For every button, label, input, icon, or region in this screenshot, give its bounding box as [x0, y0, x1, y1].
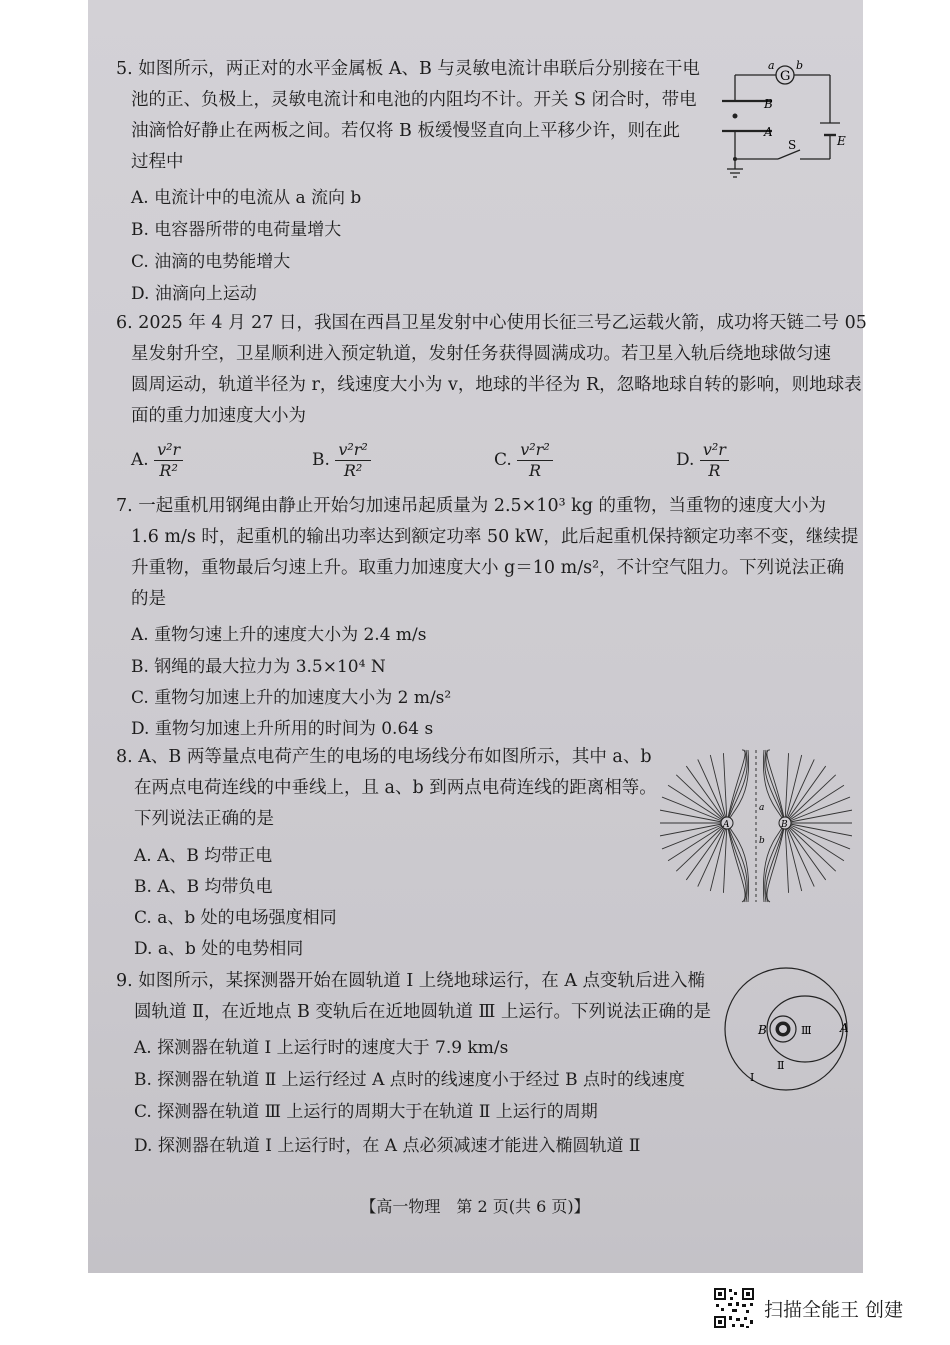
- q8-electric-field-diagram: [660, 748, 852, 904]
- q9-option-b: B. 探测器在轨道 Ⅱ 上运行经过 A 点时的线速度小于经过 B 点时的线速度: [134, 1070, 686, 1090]
- orbit-iii-label: Ⅲ: [801, 1024, 812, 1037]
- question-6: [116, 308, 867, 432]
- q5-line-1: 5. 如图所示，两正对的水平金属板 A、B 与灵敏电流计串联后分别接在干电: [116, 59, 700, 79]
- q7-line-3: 升重物，重物最后匀速上升。取重力加速度大小 g＝10 m/s²，不计空气阻力。下列说法正确: [131, 558, 845, 578]
- q9-orbit-diagram: [722, 966, 854, 1096]
- point-b-label: b: [759, 836, 765, 846]
- label-b: b: [796, 59, 804, 72]
- q9-line-2: 圆轨道 Ⅱ，在近地点 B 变轨后在近地圆轨道 Ⅲ 上运行。下列说法正确的是: [134, 1002, 711, 1022]
- q5-circuit-diagram: [700, 55, 860, 190]
- label-a: a: [768, 59, 775, 72]
- question-5: [116, 54, 700, 178]
- q5-option-b: B. 电容器所带的电荷量增大: [131, 220, 342, 240]
- q8-option-a: A. A、B 均带正电: [134, 846, 273, 866]
- q6-line-1: 6. 2025 年 4 月 27 日，我国在西昌卫星发射中心使用长征三号乙运载火箭，成功将天链二号 05: [116, 313, 867, 333]
- orbit-point-b-label: B: [758, 1023, 767, 1037]
- question-7: [116, 491, 858, 615]
- q6-option-b: B. $\frac{\text{v²r²}}{\text{R²}}$: [312, 440, 371, 481]
- orbit-i-label: Ⅰ: [750, 1071, 755, 1084]
- q6-line-3: 圆周运动，轨道半径为 r，线速度大小为 v，地球的半径为 R，忽略地球自转的影响，则地球表: [131, 375, 862, 395]
- galvanometer-label: G: [780, 69, 791, 84]
- q6-line-2: 星发射升空，卫星顺利进入预定轨道，发射任务获得圆满成功。若卫星入轨后绕地球做匀速: [131, 344, 831, 364]
- q8-line-2: 在两点电荷连线的中垂线上，且 a、b 到两点电荷连线的距离相等。: [134, 778, 657, 798]
- q6-option-c: C. $\frac{\text{v²r²}}{R}$: [494, 440, 553, 481]
- charge-a-label: A: [723, 820, 730, 830]
- q7-option-b: B. 钢绳的最大拉力为 3.5×10⁴ N: [131, 657, 386, 677]
- switch-label: S: [788, 138, 797, 152]
- q5-line-3: 油滴恰好静止在两板之间。若仅将 B 板缓慢竖直向上平移少许，则在此: [131, 121, 680, 141]
- q7-line-1: 7. 一起重机用钢绳由静止开始匀加速吊起质量为 2.5×10³ kg 的重物，当重物的速度大小为: [116, 496, 827, 516]
- orbit-point-a-label: A: [840, 1021, 849, 1035]
- page-footer: 【高一物理 第 2 页(共 6 页)】: [360, 1197, 590, 1216]
- question-9: [116, 966, 711, 1028]
- q9-option-c: C. 探测器在轨道 Ⅲ 上运行的周期大于在轨道 Ⅱ 上运行的周期: [134, 1102, 598, 1122]
- battery-label: E: [837, 134, 846, 148]
- plate-a-label: A: [764, 125, 773, 139]
- point-a-label: a: [759, 803, 765, 813]
- q6-a-fraction: $\frac{\text{v²r}}{\text{R²}}$: [154, 440, 183, 481]
- q7-line-4: 的是: [131, 589, 166, 609]
- q5-line-2: 池的正、负极上，灵敏电流计和电池的内阻均不计。开关 S 闭合时，带电: [131, 90, 697, 110]
- q7-option-a: A. 重物匀速上升的速度大小为 2.4 m/s: [131, 625, 427, 645]
- q8-option-c: C. a、b 处的电场强度相同: [134, 908, 337, 928]
- plate-b-label: B: [764, 97, 773, 111]
- q9-option-d: D. 探测器在轨道 Ⅰ 上运行时，在 A 点必须减速才能进入椭圆轨道 Ⅱ: [134, 1136, 641, 1156]
- q6-option-a: A. $\frac{\text{v²r}}{\text{R²}}$: [131, 440, 183, 481]
- q6-option-d: D. $\frac{\text{v²r}}{R}$: [676, 440, 729, 481]
- q5-line-4: 过程中: [131, 152, 184, 172]
- q5-option-c: C. 油滴的电势能增大: [131, 252, 291, 272]
- q7-line-2: 1.6 m/s 时，起重机的输出功率达到额定功率 50 kW，此后起重机保持额定功率不变，继续提: [131, 527, 859, 547]
- q5-option-a: A. 电流计中的电流从 a 流向 b: [131, 188, 362, 208]
- question-8: [116, 742, 657, 835]
- q6-b-fraction: $\frac{\text{v²r²}}{\text{R²}}$: [335, 440, 371, 481]
- q7-option-c: C. 重物匀加速上升的加速度大小为 2 m/s²: [131, 688, 452, 708]
- charge-b-label: B: [781, 820, 788, 830]
- q8-option-d: D. a、b 处的电势相同: [134, 939, 304, 959]
- orbit-ii-label: Ⅱ: [777, 1059, 785, 1072]
- q8-line-1: 8. A、B 两等量点电荷产生的电场的电场线分布如图所示，其中 a、b: [116, 747, 652, 767]
- q6-line-4: 面的重力加速度大小为: [131, 406, 306, 426]
- q9-option-a: A. 探测器在轨道 Ⅰ 上运行时的速度大于 7.9 km/s: [134, 1038, 509, 1058]
- scanner-label: 扫描全能王 创建: [764, 1298, 904, 1321]
- scanner-watermark: [712, 1286, 903, 1330]
- q9-line-1: 9. 如图所示，某探测器开始在圆轨道 Ⅰ 上绕地球运行，在 A 点变轨后进入椭: [116, 971, 706, 991]
- q7-option-d: D. 重物匀加速上升所用的时间为 0.64 s: [131, 719, 434, 739]
- q8-option-b: B. A、B 均带负电: [134, 877, 273, 897]
- q6-d-fraction: $\frac{\text{v²r}}{R}$: [700, 440, 729, 481]
- q8-line-3: 下列说法正确的是: [134, 809, 274, 829]
- q6-c-fraction: $\frac{\text{v²r²}}{R}$: [517, 440, 553, 481]
- qr-code-icon: [712, 1286, 756, 1330]
- q5-option-d: D. 油滴向上运动: [131, 284, 257, 304]
